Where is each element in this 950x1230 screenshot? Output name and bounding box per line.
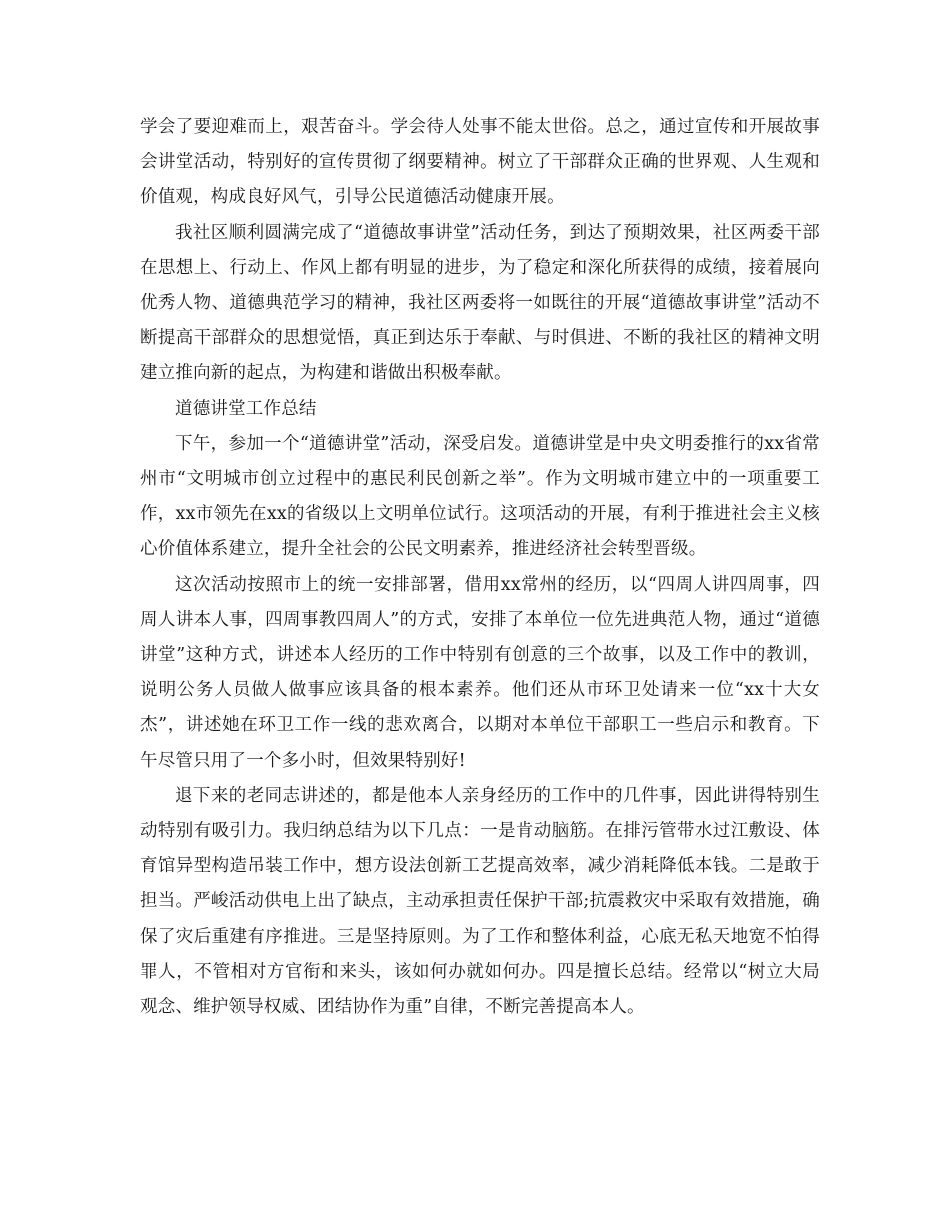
paragraph-community-summary: 我社区顺利圆满完成了“道德故事讲堂”活动任务，到达了预期效果，社区两委干部在思想上、行动上、作风上都有明显的进步，为了稳定和深化所获得的成绩，接着展向优秀人物、道德典范学习的精神，我社区两委将一如既往的开展“道德故事讲堂”活动不断提高干部群众的思想觉悟，真正到达乐于奉献、与时俱进、不断的我社区的精神文明建立推向新的起点，为构建和谐做出积极奉献。 bbox=[140, 222, 820, 384]
paragraph-activity-arrangement: 这次活动按照市上的统一安排部署，借用xx常州的经历，以“四周人讲四周事，四周人讲本人事，四周事教四周人”的方式，安排了本单位一位先进典范人物，通过“道德讲堂”这种方式，讲述本人经历的工作中特别有创意的三个故事，以及工作中的教训，说明公务人员做人做事应该具备的根本素养。他们还从市环卫处请来一位“xx十大女杰”，讲述她在环卫工作一线的悲欢离合，以期对本单位干部职工一些启示和教育。下午尽管只用了一个多小时，但效果特别好! bbox=[140, 574, 820, 771]
document-body bbox=[140, 110, 820, 1025]
paragraph-continuation: 学会了要迎难而上，艰苦奋斗。学会待人处事不能太世俗。总之，通过宣传和开展故事会讲堂活动，特别好的宣传贯彻了纲要精神。树立了干部群众正确的世界观、人生观和价值观，构成良好风气，引导公民道德活动健康开展。 bbox=[140, 117, 820, 208]
section-heading: 道德讲堂工作总结 bbox=[175, 398, 317, 419]
paragraph-lessons: 退下来的老同志讲述的，都是他本人亲身经历的工作中的几件事，因此讲得特别生动特别有吸引力。我归纳总结为以下几点：一是肯动脑筋。在排污管带水过江敷设、体育馆异型构造吊装工作中，想方设法创新工艺提高效率，减少消耗降低本钱。二是敢于担当。严峻活动供电上出了缺点，主动承担责任保护干部;抗震救灾中采取有效措施，确保了灾后重建有序推进。三是坚持原则。为了工作和整体利益，心底无私天地宽不怕得罪人，不管相对方官衔和来头，该如何办就如何办。四是擅长总结。经常以“树立大局观念、维护领导权威、团结协作为重”自律，不断完善提高本人。 bbox=[140, 785, 820, 1018]
paragraph-introduction: 下午，参加一个“道德讲堂”活动，深受启发。道德讲堂是中央文明委推行的xx省常州市“文明城市创立过程中的惠民利民创新之举”。作为文明城市建立中的一项重要工作，xx市领先在xx的省级以上文明单位试行。这项活动的开展，有利于推进社会主义核心价值体系建立，提升全社会的公民文明素养，推进经济社会转型晋级。 bbox=[140, 433, 820, 560]
